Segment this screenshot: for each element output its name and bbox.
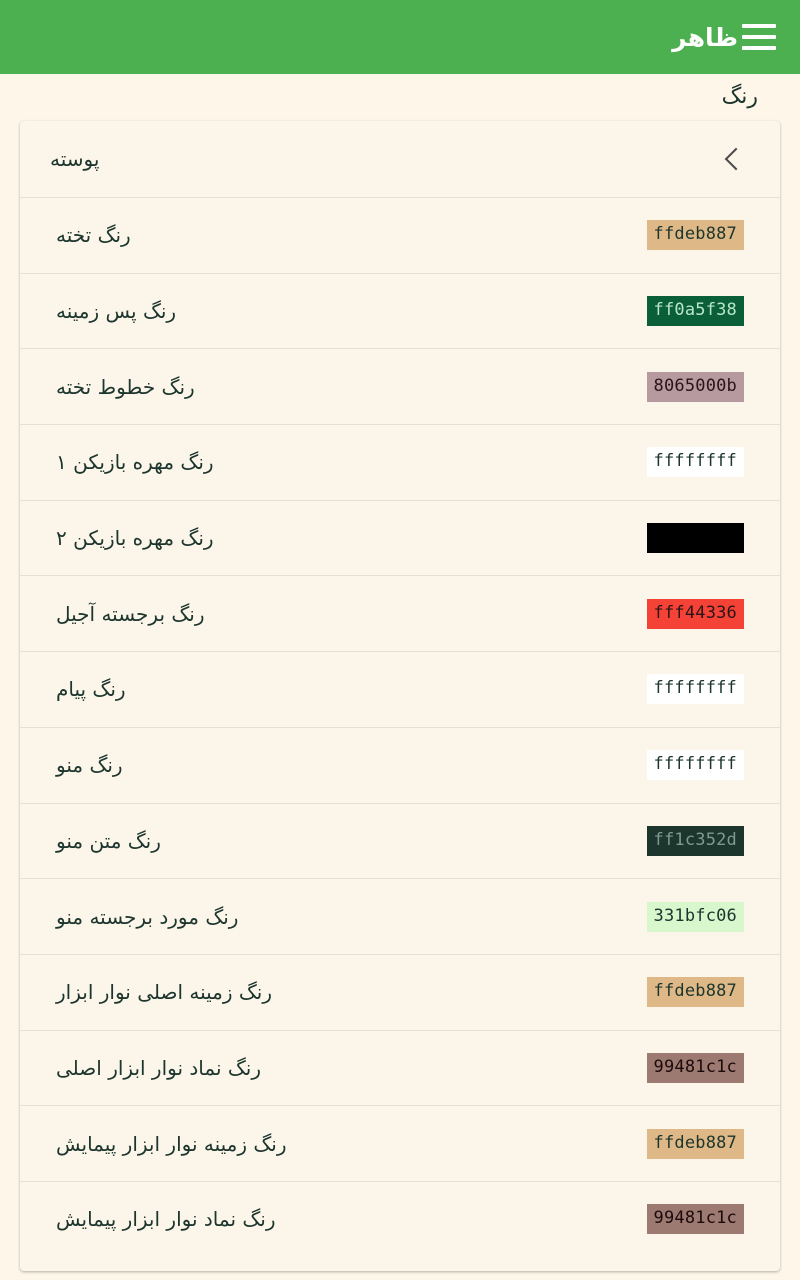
color-row-label: رنگ مهره بازیکن ۱ [56, 450, 214, 475]
chevron-back-icon[interactable] [725, 148, 748, 171]
color-swatch[interactable]: 99481c1c [647, 1204, 744, 1234]
color-row-label: رنگ مهره بازیکن ۲ [56, 526, 214, 551]
color-row-label: رنگ زمینه نوار ابزار پیمایش [56, 1131, 287, 1156]
color-row[interactable] [20, 273, 780, 349]
color-swatch[interactable]: ffffffff [647, 750, 744, 780]
color-row-label: رنگ مورد برجسته منو [56, 904, 239, 929]
color-row[interactable] [20, 575, 780, 651]
color-swatch[interactable]: 99481c1c [647, 1053, 744, 1083]
hamburger-bar [742, 35, 776, 39]
color-swatch[interactable]: ffdeb887 [647, 977, 744, 1007]
color-swatch[interactable]: ffffffff [647, 674, 744, 704]
color-row[interactable] [20, 1030, 780, 1106]
color-row-label: رنگ پیام [56, 677, 126, 702]
theme-selector-row[interactable] [20, 121, 780, 197]
color-row-label: رنگ نماد نوار ابزار اصلی [56, 1055, 261, 1080]
theme-label: پوسته [50, 147, 100, 171]
hamburger-menu-icon[interactable] [742, 24, 776, 50]
color-row-label: رنگ زمینه اصلی نوار ابزار [56, 980, 273, 1005]
color-swatch[interactable]: ffffffff [647, 447, 744, 477]
color-row-label: رنگ نماد نوار ابزار پیمایش [56, 1207, 276, 1232]
color-swatch[interactable]: ffdeb887 [647, 220, 744, 250]
hamburger-bar [742, 46, 776, 50]
color-swatch[interactable]: ffdeb887 [647, 1129, 744, 1159]
color-row-label: رنگ تخته [56, 223, 131, 248]
color-row-label: رنگ منو [56, 753, 123, 778]
hamburger-bar [742, 24, 776, 28]
color-swatch[interactable]: 331bfc06 [647, 902, 744, 932]
color-row-label: رنگ پس زمینه [56, 299, 177, 324]
color-row-label: رنگ خطوط تخته [56, 374, 195, 399]
color-row-label: رنگ برجسته آجیل [56, 601, 205, 626]
color-row[interactable] [20, 500, 780, 576]
color-settings-card [20, 121, 780, 1271]
color-row[interactable] [20, 727, 780, 803]
app-bar [0, 0, 800, 74]
color-swatch[interactable]: 8065000b [647, 372, 744, 402]
color-row[interactable] [20, 651, 780, 727]
color-swatch[interactable] [647, 523, 744, 553]
section-heading: رنگ [721, 84, 758, 109]
color-swatch[interactable]: ff1c352d [647, 826, 744, 856]
color-row[interactable] [20, 1105, 780, 1181]
color-row[interactable] [20, 348, 780, 424]
color-swatch[interactable]: ff0a5f38 [647, 296, 744, 326]
color-row-label: رنگ متن منو [56, 828, 161, 853]
color-row[interactable] [20, 424, 780, 500]
color-row-list [20, 197, 780, 1257]
color-swatch[interactable]: fff44336 [647, 599, 744, 629]
color-row[interactable] [20, 878, 780, 954]
color-row[interactable] [20, 197, 780, 273]
color-row[interactable] [20, 954, 780, 1030]
color-row[interactable] [20, 1181, 780, 1257]
color-row[interactable] [20, 803, 780, 879]
page-title: ظاهر [672, 22, 738, 52]
